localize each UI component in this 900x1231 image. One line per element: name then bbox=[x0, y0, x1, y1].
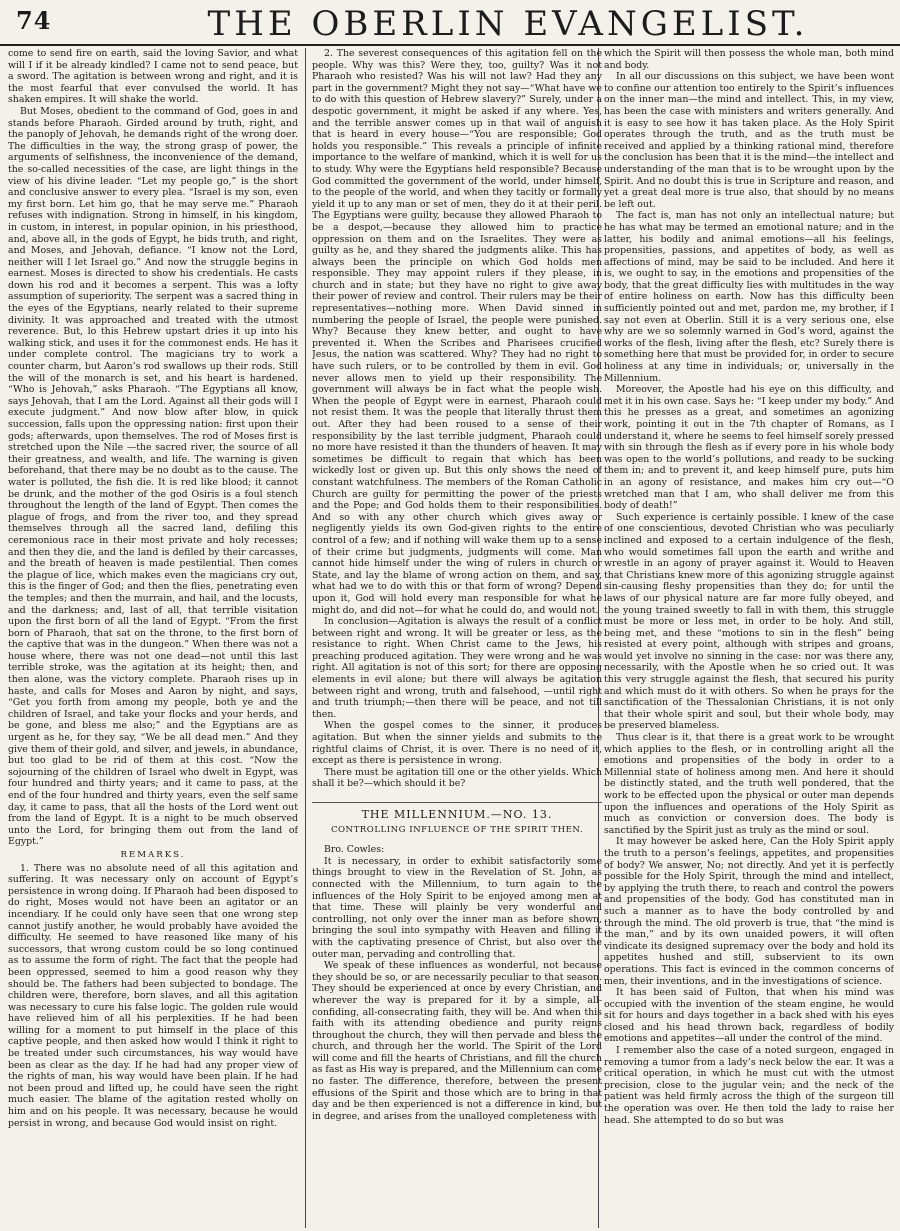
article-paragraph: 2. The severest consequences of this agitation fell on the people. Why was this? Were they, too, guilty? Was it not Pharaoh who resisted? Was his will not law? Had they any part in the government? Might they not say—“What have we to do with this question of Hebrew slavery?” Surely, under a despotic government, it might be asked if any where. Yes, and the terrible answer comes up in that wail of anguish that is heard in every house—“You are responsible; God holds you responsible.” This reveals a principle of infinite importance to the welfare of mankind, which it is well for us to study. Why were the Egyptians held responsible? Because God committed the government of the world, under himself, to the people of the world, and when they tacitly or formally yield it up to any man or set of men, they do it at their peril. The Egyptians were guilty, because they allowed Pharaoh to be a despot,—because they allowed him to practice oppression on them and on the Israelites. They were as guilty as he, and they shared the judgments alike. This has always been the principle on which God holds men responsible. They may appoint rulers if they please, in church and in state; but they have no right to give away their power of review and control. Their rulers may be their representatives—nothing more. When David sinned in numbering the people of Israel, the people were punished. Why? Because they knew better, and ought to have prevented it. When the Scribes and Pharisees crucified Jesus, the nation was scattered. Why? They had no right to have such rulers, or to be controlled by them in evil. God never allows men to yield up their responsibility. The government will always be in fact what the people wish. When the people of Egypt were in earnest, Pharaoh could not resist them. It was the people that literally thrust them out. After they had been roused to a sense of their responsibility by the last terrible judgment, Pharaoh could no more have resisted it than the thunders of heaven. It may sometimes be difficult to regain that which has been wickedly lost or given up. But this only shows the need of constant watchfulness. The members of the Roman Catholic Church are guilty for permitting the power of the priests and the Pope; and God holds them to their responsibilities. And so with any other church which gives away or negligently yields its own God-given rights to the entire control of a few; and if nothing will wake them up to a sense of their crime but judgments, judgments will come. Man cannot hide himself under the wing of rulers in church or State, and lay the blame of wrong action on them, and say, what had we to do with this or that form of wrong? Depend upon it, God will hold every man responsible for what he might do, and did not—for what he could do, and would not. bbox=[312, 48, 602, 616]
article-paragraph: But Moses, obedient to the command of God, goes in and stands before Pharaoh. Girded around by truth, right, and the panoply of Jehovah, he demands right of the wrong doer. The difficulties in the way, the strong grasp of power, the arguments of selfishness, the inconvenience of the demand, the so-called necessities of the case, are light things in the view of his divine leader. “Let my people go,” is the short and conclusive answer to every plea. “Israel is my son, even my first born. Let him go, that he may serve me.” Pharaoh refuses with indignation. Strong in himself, in his kingdom, in custom, in interest, in popular opinion, in his priesthood, and, above all, in the gods of Egypt, he bids truth, and right, and Moses, and Jehovah, defiance. “I know not the Lord, neither will I let Israel go.” And now the struggle begins in earnest. Moses is directed to show his credentials. He casts down his rod and it becomes a serpent. This was a lofty assumption of superiority. The serpent was a sacred thing in the eyes of the Egyptians, nearly related to their supreme divinity. It was approached and treated with the utmost reverence. But, lo this Hebrew upstart dries it up into his walking stick, and uses it for the commonest ends. He has it under complete control. The magicians try to work a counter charm, but Aaron’s rod swallows up their rods. Still the will of the monarch is set, and his heart is hardened. “Who is Jehovah,” asks Pharaoh. “The Egyptians all know, says Jehovah, that I am the Lord. Against all their gods will I execute judgment.” And now blow after blow, in quick succession, falls upon the oppressing nation: first upon their gods; afterwards, upon themselves. The rod of Moses first is stretched upon the Nile —the sacred river, the source of all their greatness, and wealth, and life. The warning is given beforehand, that there may be no doubt as to the cause. The water is polluted, the fish die. It is red like blood; it cannot be drunk, and the mother of the god Osiris is a foul stench throughout the length of the land of Egypt. Then comes the plague of frogs, and from the river too, and they spread themselves through all the sacred land, defiling this ceremonious race in their most private and holy recesses; and then they die, and the land is defiled by their carcasses, and the breath of heaven is made pestilential. Then comes the plague of lice, which makes even the magicians cry out, this is the finger of God; and then the flies, penetrating even the temples; and then the murrain, and hail, and the locusts, and the darkness; and, last of all, that terrible visitation upon the first born of all the land of Egypt. “From the first born of Pharaoh, that sat on the throne, to the first born of the captive that was in the dungeon.” When there was not a house where, there was not one dead—not until this last terrible stroke, was the agitation at its height; then, and then alone, was the victory complete. Pharaoh rises up in haste, and calls for Moses and Aaron by night, and says, “Get you forth from among my people, both ye and the children of Israel, and take your flocks and your herds, and be gone, and bless me also;” and the Egyptians are as urgent as he, for they say, “We be all dead men.” And they give them of their gold, and silver, and jewels, in abundance, but too glad to be rid of them at this cost. “Now the sojourning of the children of Israel who dwelt in Egypt, was four hundred and thirty years; and it came to pass, at the end of the four hundred and thirty years, even the self same day, it came to pass, that all the hosts of the Lord went out from the land of Egypt. It is a night to be much observed unto the Lord, for bringing them out from the land of Egypt.” bbox=[8, 105, 298, 848]
column-1 bbox=[8, 48, 298, 1228]
masthead bbox=[8, 2, 892, 42]
section-title: THE MILLENNIUM.—NO. 13. bbox=[312, 802, 602, 821]
section-paragraph: which the Spirit will then possess the whole man, both mind and body. bbox=[604, 48, 894, 71]
article-paragraph: There must be agitation till one or the other yields. Which shall it be?—which should it be? bbox=[312, 766, 602, 790]
section-paragraph: In all our discussions on this subject, we have been wont to confine our attention too entirely to the Spirit’s influences on the inner man—the mind and intellect. This, in my view, has been the case with ministers and writers generally. And it is easy to see how it has taken place. As the Holy Spirit operates through the truth, and as the truth must be received and applied by a thinking rational mind, therefore the conclusion has been that it is the mind—the intellect and understanding of the man that is to be wrought upon by the Spirit. And no doubt this is true in Scripture and reason, and yet a great deal more is true also, that should by no means be left out. bbox=[604, 71, 894, 210]
salutation: Bro. Cowles: bbox=[324, 844, 385, 856]
section-paragraph: It is necessary, in order to exhibit satisfactorily some things brought to view in the Revelation of St. John, as connected with the Millennium, to turn again to the influences of the Holy Spirit to be enjoyed among men at that time. These will plainly be very wonderful and controlling, not only over the inner man as before shown, bringing the soul into sympathy with Heaven and filling it with the captivating presence of Christ, but also over the outer man, pervading and controlling that. bbox=[312, 855, 602, 960]
page-number: 74 bbox=[16, 6, 52, 35]
column-2 bbox=[312, 48, 602, 1228]
section-subtitle: CONTROLLING INFLUENCE OF THE SPIRIT THEN. bbox=[330, 824, 584, 835]
section-paragraph: It may however be asked here, Can the Holy Spirit apply the truth to a person’s feelings, appetites, and propensities of body? We answer, No; not directly. And yet it is perfectly possible for the Holy Spirit, through the mind and intellect, by applying the truth there, to reach and control the powers and propensities of the body. God has constituted man in such a manner as to have the body controlled by and through the mind. The old proverb is true, that “the mind is the man,” and by its own unaided powers, it will often vindicate its designed supremacy over the body and hold its appetites hushed and still, subservient to its own operations. This fact is evinced in the common concerns of men, their inventions, and in the investigations of science. bbox=[604, 836, 894, 987]
article-paragraph: When the gospel comes to the sinner, it produces agitation. But when the sinner yields and submits to the rightful claims of Christ, it is over. There is no need of it, except as there is persistence in wrong. bbox=[312, 720, 602, 767]
masthead-title: THE OBERLIN EVANGELIST. bbox=[207, 4, 809, 44]
section-paragraph: Such experience is certainly possible. I knew of the case of one conscientious, devoted Christian who was peculiarly inclined and exposed to a certain indulgence of the flesh, who would sometimes fall upon the earth and writhe and wrestle in an agony of prayer against it. Would to Heaven that Christians knew more of this agonizing struggle against sin-causing fleshy propensities than they do; for until the laws of our physical nature are far more fully obeyed, and the young trained sweetly to fall in with them, this struggle must be more or less met, in order to be holy. And still, being met, and these “motions to sin in the flesh” being resisted at every point, although with stripes and groans, would yet involve no sinning in the case: nor was there any, necessarily, with the Apostle when he so cried out. It was this very struggle against the flesh, that secured his purity and which must do it with others. So when he prays for the sanctification of the Thessalonian Christians, it is not only that their whole spirit and soul, but their whole body, may be preserved blameless. bbox=[604, 511, 894, 732]
section-paragraph: I remember also the case of a noted surgeon, engaged in removing a tumor from a lady’s neck below the ear. It was a critical operation, in which he must cut with the utmost precision, close to the jugular vein; and the neck of the patient was held firmly across the thigh of the surgeon till the operation was over. He then told the lady to raise her head. She attempted to do so but was bbox=[604, 1045, 894, 1126]
section-paragraph: It has been said of Fulton, that when his mind was occupied with the invention of the steam engine, he would sit for hours and days together in a back shed with his eyes closed and his head thrown back, regardless of bodily emotions and appetites—all under the control of the mind. bbox=[604, 987, 894, 1045]
column-divider bbox=[305, 48, 306, 1228]
article-paragraph: In conclusion—Agitation is always the result of a conflict between right and wrong. It will be greater or less, as the resistance to right. When Christ came to the Jews, his preaching produced agitation. They were wrong and he was right. All agitation is not of this sort; for there are opposing elements in evil alone; but there will always be agitation between right and wrong, truth and falsehood, —until right and truth triumph;—then there will be peace, and not till then. bbox=[312, 616, 602, 720]
section-paragraph: Moreover, the Apostle had his eye on this difficulty, and met it in his own case. Says he: “I keep under my body.” And this he presses as a great, and sometimes an agonizing work, pointing it out in the 7th chapter of Romans, as I understand it, where he seems to feel himself sorely pressed with sin through the flesh as if every pore in his whole body was open to the world’s pollutions, and ready to be sucking them in; and to prevent it, and keep himself pure, puts him in an agony of resistance, and makes him cry out—“O wretched man that I am, who shall deliver me from this body of death!” bbox=[604, 384, 894, 512]
section-paragraph: We speak of these influences as wonderful, not because they should be so, or are necessarily peculiar to that season. They should be experienced at once by every Christian, and wherever the way is prepared for it by a simple, all-confiding, all-consecrating faith, they will be. And when this faith with its attending obedience and purity reigns throughout the church, they will then pervade and bless the church, and through her the world. The Spirit of the Lord will come and fill the hearts of Christians, and fill the church as fast as His way is prepared, and the Millennium can come no faster. The difference, therefore, between the present effusions of the Spirit and those which are to bring in that day and be then experienced is not a difference in kind, but in degree, and arises from the unalloyed completeness with bbox=[312, 960, 602, 1122]
masthead-rule bbox=[0, 44, 900, 46]
column-3 bbox=[604, 48, 894, 1228]
remarks-heading: REMARKS. bbox=[120, 849, 186, 860]
article-paragraph: come to send fire on earth, said the loving Savior, and what will I if it be already kindled? I came not to send peace, but a sword. The agitation is between wrong and right, and it is the most fearful that ever convulsed the world. It has shaken empires. It will shake the world. bbox=[8, 48, 298, 106]
remarks-paragraph: 1. There was no absolute need of all this agitation and suffering. It was necessary only on account of Egypt’s persistence in wrong doing. If Pharaoh had been disposed to do right, Moses would not have been an agitator or an incendiary. If he could only have seen that one wrong step cannot justify another, he would probably have avoided the difficulty. He seemed to have reasoned like many of his successors, that wrong custom could be so long continued as to assume the form of right. The fact that the people had been oppressed, seemed to him a good reason why they should be. The fathers had been subjected to bondage. The children were, therefore, born slaves, and all this agitation was necessary to cure his false logic. The golden rule would have relieved him of all his perplexities. If he had been willing for a moment to put himself in the place of this captive people, and then asked how would I think it right to be treated under such circumstances, his way would have been as clear as the day. If he had had any proper view of the rights of man, his way would have been plain. If he had not been proud and lifted up, he could have seen the right much easier. The blame of the agitation rested wholly on him and on his people. It was necessary, because he would persist in wrong, and because God would insist on right. bbox=[8, 862, 298, 1129]
section-paragraph: The fact is, man has not only an intellectual nature; but he has what may be termed an emotional nature; and in the latter, his bodily and animal emotions—all his feelings, propensities, passions, and appetites of body, as well as affections of mind, may be said to be included. And here it is, we ought to say, in the emotions and propensities of the body, that the great difficulty lies with multitudes in the way of entire holiness on earth. Now has this difficulty been sufficiently pointed out and met, pardon me, my brother, if I say not even at Oberlin. Still it is a very serious one, else why are we so solemnly warned in God’s word, against the works of the flesh, living after the flesh, etc? Surely there is something here that must be provided for, in order to secure holiness at any time in individuals; or, universally in the Millennium. bbox=[604, 210, 894, 384]
section-paragraph: Thus clear is it, that there is a great work to be wrought which applies to the flesh, or in controlling aright all the emotions and propensities of the body in order to a Millennial state of holiness among men. And here it should be distinctly stated, and the truth well pondered, that the work to be effected upon the physical or outer man depends upon the influences and operations of the Holy Spirit as much as conviction or conversion does. The body is sanctified by the Spirit just as truly as the mind or soul. bbox=[604, 732, 894, 836]
